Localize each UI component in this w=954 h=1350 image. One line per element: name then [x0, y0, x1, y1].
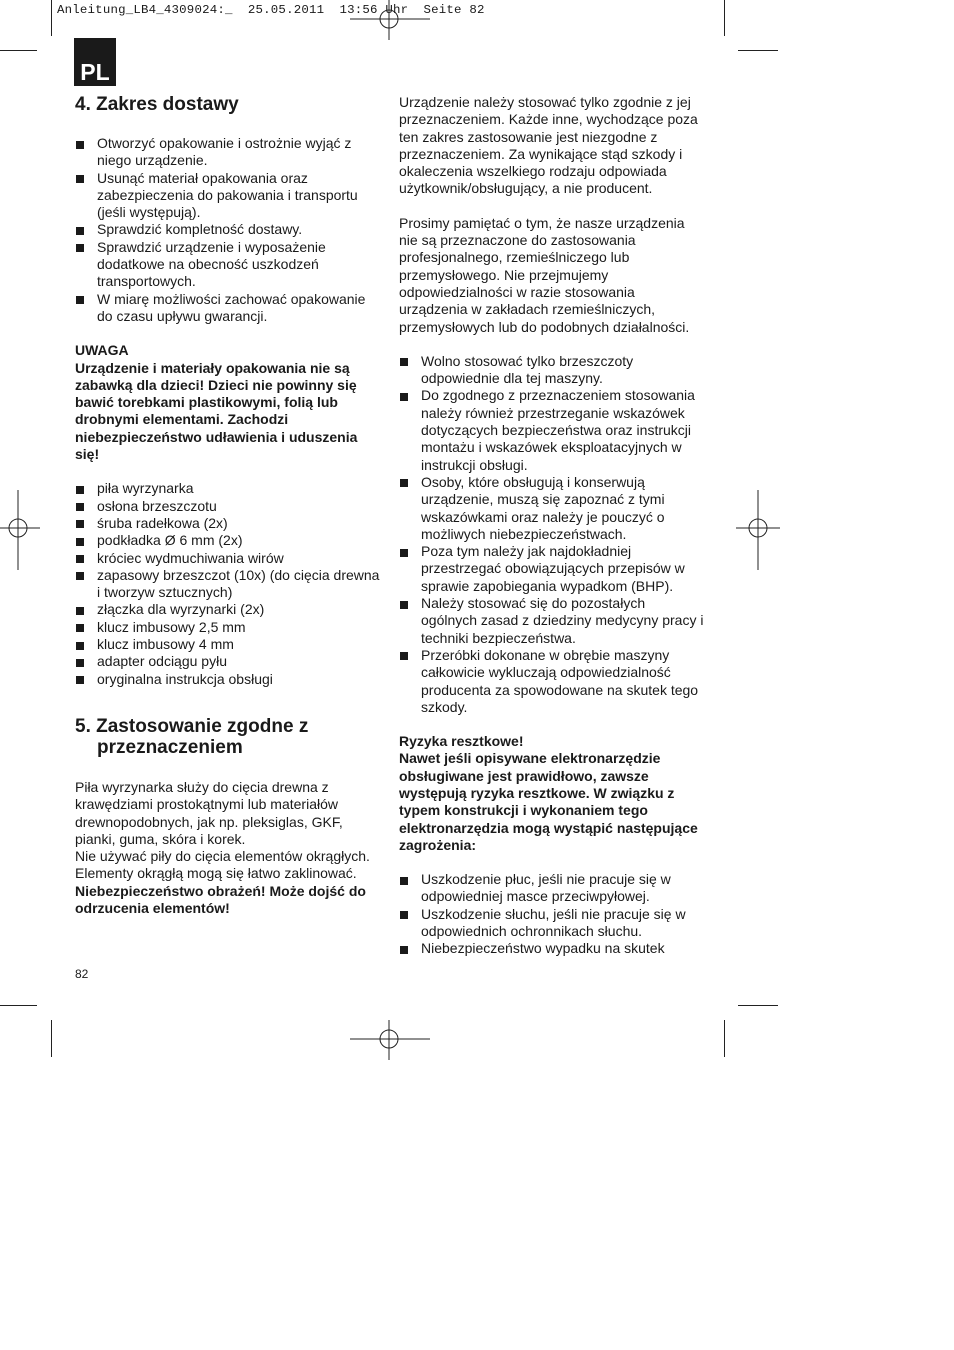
round-elements-paragraph: Nie używać piły do cięcia elementów okrągłych. Elementy okrągłą mogą się łatwo zaklinować. [75, 848, 370, 882]
non-professional-paragraph: Prosimy pamiętać o tym, że nasze urządzenia nie są przeznaczone do zastosowania profesjonalnego, rzemieślniczego lub przemysłowego. Nie przejmujemy odpowiedzialności w razie stosowania urządzenia w zakładach rzemieślniczych, przemysłowych lub do podobnych działalności. [399, 214, 690, 335]
registration-mark-top [350, 0, 430, 40]
square-bullet-icon [76, 676, 84, 684]
list-item-text: Przeróbki dokonane w obrębie maszyny całkowicie wykluczają odpowiedzialność producenta za spowodowane na skutek tego szkody. [421, 646, 699, 715]
list-item [399, 940, 704, 957]
list-item [75, 550, 380, 567]
list-item [75, 135, 380, 170]
square-bullet-icon [76, 659, 84, 667]
list-item [399, 353, 704, 388]
list-item [75, 619, 380, 636]
list-item-text: klucz imbusowy 2,5 mm [97, 618, 246, 635]
square-bullet-icon [400, 652, 408, 660]
list-item-text: Sprawdzić urządzenie i wyposażenie dodatkowe na obecność uszkodzeń transportowych. [97, 238, 326, 290]
list-item [399, 387, 704, 473]
list-item [399, 543, 704, 595]
list-item-text: Do zgodnego z przeznaczeniem stosowania należy również przestrzeganie wskazówek dotyczących bezpieczeństwa oraz instrukcji montażu i wskazówek eksploatacyjnych w instrukcji obsługi. [421, 387, 695, 473]
list-item [75, 515, 380, 532]
right-column [399, 94, 704, 958]
square-bullet-icon [76, 486, 84, 494]
list-item [75, 221, 380, 238]
list-item [75, 671, 380, 688]
square-bullet-icon [76, 296, 84, 304]
square-bullet-icon [400, 601, 408, 609]
square-bullet-icon [400, 479, 408, 487]
square-bullet-icon [76, 175, 84, 183]
list-item-text: Uszkodzenie słuchu, jeśli nie pracuje się w odpowiednich ochronnikach słuchu. [421, 905, 686, 940]
unpacking-steps-list [75, 135, 380, 325]
registration-mark-bottom [350, 1020, 430, 1060]
list-item-text: króciec wydmuchiwania wirów [97, 549, 284, 566]
list-item [75, 636, 380, 653]
list-item-text: złączka dla wyrzynarki (2x) [97, 601, 265, 618]
residual-risks-text: Nawet jeśli opisywane elektronarzędzie obsługiwane jest prawidłowo, zawsze występują ryzyka resztkowe. W związku z typem konstrukcji i wykonaniem tego elektronarzędzia mogą wystąpić następujące zagrożenia: [399, 750, 698, 853]
list-item-text: Poza tym należy jak najdokładniej przestrzegać obowiązujących przepisów w sprawie zapobiegania wypadkom (BHP). [421, 543, 685, 594]
list-item [75, 170, 380, 222]
square-bullet-icon [76, 642, 84, 650]
usage-paragraph: Urządzenie należy stosować tylko zgodnie z jej przeznaczeniem. Każde inne, wychodzące poza ten zakres zastosowanie jest niezgodne z przeznaczeniem. Za wynikające stąd szkody i okaleczenia wszelkiego rodzaju odpowiada użytkownik/obsługujący, a nie producent. [399, 94, 698, 197]
list-item-text: klucz imbusowy 4 mm [97, 636, 234, 653]
list-item-text: Uszkodzenie płuc, jeśli nie pracuje się w odpowiedniej masce przeciwpyłowej. [421, 871, 671, 905]
list-item-text: Niebezpieczeństwo wypadku na skutek [421, 940, 665, 957]
injury-warning: Niebezpieczeństwo obrażeń! Może dojść do odrzucenia elementów! [75, 882, 366, 916]
list-item [75, 532, 380, 549]
page-number: 82 [75, 967, 89, 981]
left-column [75, 94, 380, 917]
warning-title: UWAGA [75, 342, 129, 359]
residual-risks-title: Ryzyka resztkowe! [399, 733, 524, 750]
list-item-text: W miarę możliwości zachować opakowanie do czasu upływu gwarancji. [97, 290, 366, 324]
language-badge-label: PL [80, 59, 110, 85]
list-item [75, 601, 380, 618]
square-bullet-icon [76, 503, 84, 511]
list-item-text: podkładka Ø 6 mm (2x) [97, 532, 243, 549]
square-bullet-icon [76, 624, 84, 632]
square-bullet-icon [76, 227, 84, 235]
registration-mark-left [0, 490, 40, 570]
list-item [75, 567, 380, 602]
list-item-text: adapter odciągu pyłu [97, 653, 227, 670]
list-item-text: zapasowy brzeszczot (10x) (do cięcia drewna i tworzyw sztucznych) [97, 566, 380, 601]
delivery-items-list [75, 480, 380, 688]
square-bullet-icon [76, 607, 84, 615]
square-bullet-icon [400, 358, 408, 366]
list-item [75, 480, 380, 497]
list-item-text: Usunąć materiał opakowania oraz zabezpieczenia do pakowania i transportu (jeśli występują). [97, 169, 358, 221]
list-item [399, 474, 704, 543]
square-bullet-icon [400, 549, 408, 557]
list-item [75, 653, 380, 670]
square-bullet-icon [76, 141, 84, 149]
list-item-text: Otworzyć opakowanie i ostrożnie wyjąć z niego urządzenie. [97, 135, 352, 169]
list-item-text: piła wyrzynarka [97, 480, 194, 497]
square-bullet-icon [400, 911, 408, 919]
print-header: Anleitung_LB4_4309024:_ 25.05.2011 13:56 Uhr Seite 82 [57, 3, 485, 17]
list-item [399, 647, 704, 716]
list-item-text: śruba radełkowa (2x) [97, 514, 228, 531]
square-bullet-icon [76, 244, 84, 252]
section-heading-intended-use: 5. Zastosowanie zgodne z przeznaczeniem [75, 715, 309, 758]
square-bullet-icon [400, 877, 408, 885]
list-item [75, 239, 380, 291]
square-bullet-icon [76, 538, 84, 546]
list-item [75, 291, 380, 326]
usage-rules-list [399, 353, 704, 716]
list-item [75, 498, 380, 515]
list-item [399, 595, 704, 647]
list-item-text: Osoby, które obsługują i konserwują urządzenie, muszą się zapoznać z tymi wskazówkami oraz należy je pouczyć o możliwych niebezpieczeństwach. [421, 473, 665, 542]
square-bullet-icon [76, 555, 84, 563]
square-bullet-icon [76, 572, 84, 580]
list-item-text: Należy stosować się do pozostałych ogólnych zasad z dziedziny medycyny pracy i techniki bezpieczeństwa. [421, 595, 704, 646]
list-item-text: oryginalna instrukcja obsługi [97, 670, 273, 687]
registration-mark-right [736, 490, 780, 570]
square-bullet-icon [76, 520, 84, 528]
residual-risks-list [399, 871, 704, 957]
list-item [399, 871, 704, 906]
list-item-text: Sprawdzić kompletność dostawy. [97, 221, 303, 238]
warning-text: Urządzenie i materiały opakowania nie są zabawką dla dzieci! Dzieci nie powinny się bawić torebkami plastikowymi, folią lub drobnymi elementami. Zachodzi niebezpieczeństwo udławienia i uduszenia się! [75, 359, 358, 463]
list-item [399, 906, 704, 941]
section-heading-delivery: 4. Zakres dostawy [75, 94, 239, 115]
list-item-text: Wolno stosować tylko brzeszczoty odpowiednie dla tej maszyny. [421, 352, 634, 387]
square-bullet-icon [400, 393, 408, 401]
language-badge [74, 38, 116, 86]
intended-use-paragraph: Piła wyrzynarka służy do cięcia drewna z krawędziami prostokątnymi lub materiałów drewnopodobnych, jak np. pleksiglas, GKF, pianki, guma, skóra i korek. [75, 778, 343, 847]
list-item-text: osłona brzeszczotu [97, 497, 217, 514]
square-bullet-icon [400, 946, 408, 954]
